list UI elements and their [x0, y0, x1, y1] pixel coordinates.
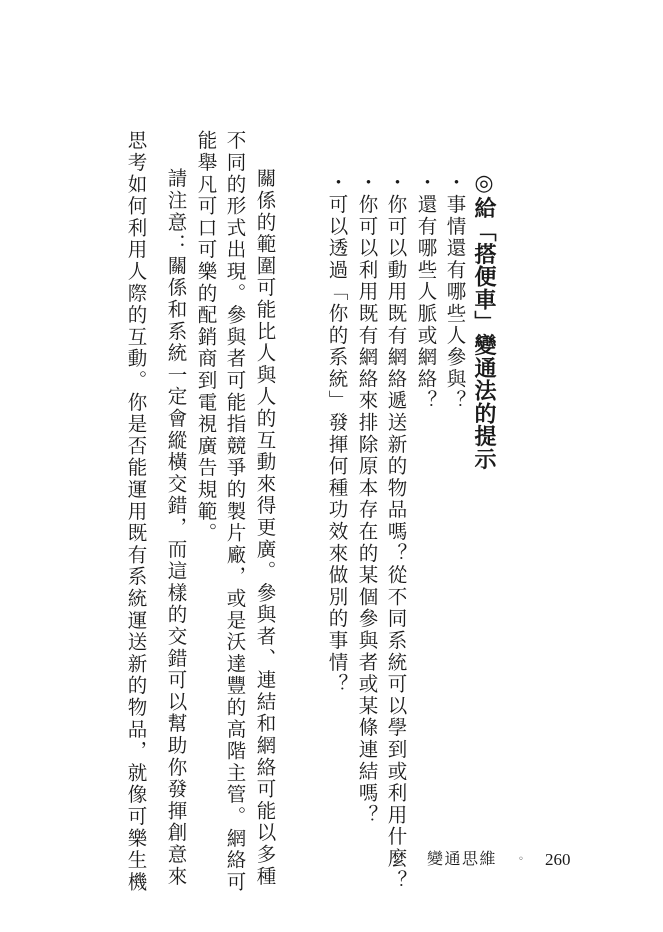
paragraph-line-3: 能舉凡可口可樂的配銷商到電視廣告規範。 — [194, 130, 218, 545]
bullet-item-4: ・你可以利用既有網絡來排除原本存在的某個參與者或某條連結嗎？ — [355, 172, 379, 826]
paragraph-line-5: 思考如何利用人際的互動。你是否能運用既有系統運送新的物品，就像可樂生機 — [124, 130, 148, 893]
section-heading: ◎給「搭便車」變通法的提示 — [471, 170, 497, 471]
paragraph-line-4: 請注意：關係和系統一定會縱橫交錯，而這樣的交錯可以幫助你發揮創意來 — [164, 168, 188, 888]
bullet-item-1: ・事情還有哪些人參與？ — [443, 172, 467, 412]
paragraph-line-1: 關係的範圍可能比人與人的互動來得更廣。參與者、連結和網絡可能以多種 — [253, 168, 277, 888]
bullet-item-3: ・你可以動用既有網絡遞送新的物品嗎？從不同系統可以學到或利用什麼？ — [384, 172, 408, 892]
running-footer-title: 變通思維 — [427, 849, 498, 868]
footer-separator: ◦ — [518, 854, 524, 865]
page-number: 260 — [545, 850, 571, 869]
paragraph-line-2: 不同的形式出現。參與者可能指競爭的製片廠，或是沃達豐的高階主管。網絡可 — [223, 130, 247, 893]
bullet-item-2: ・還有哪些人脈或網絡？ — [414, 172, 438, 412]
bullet-item-5: ・可以透過「你的系統」發揮何種功效來做別的事情？ — [325, 172, 349, 696]
